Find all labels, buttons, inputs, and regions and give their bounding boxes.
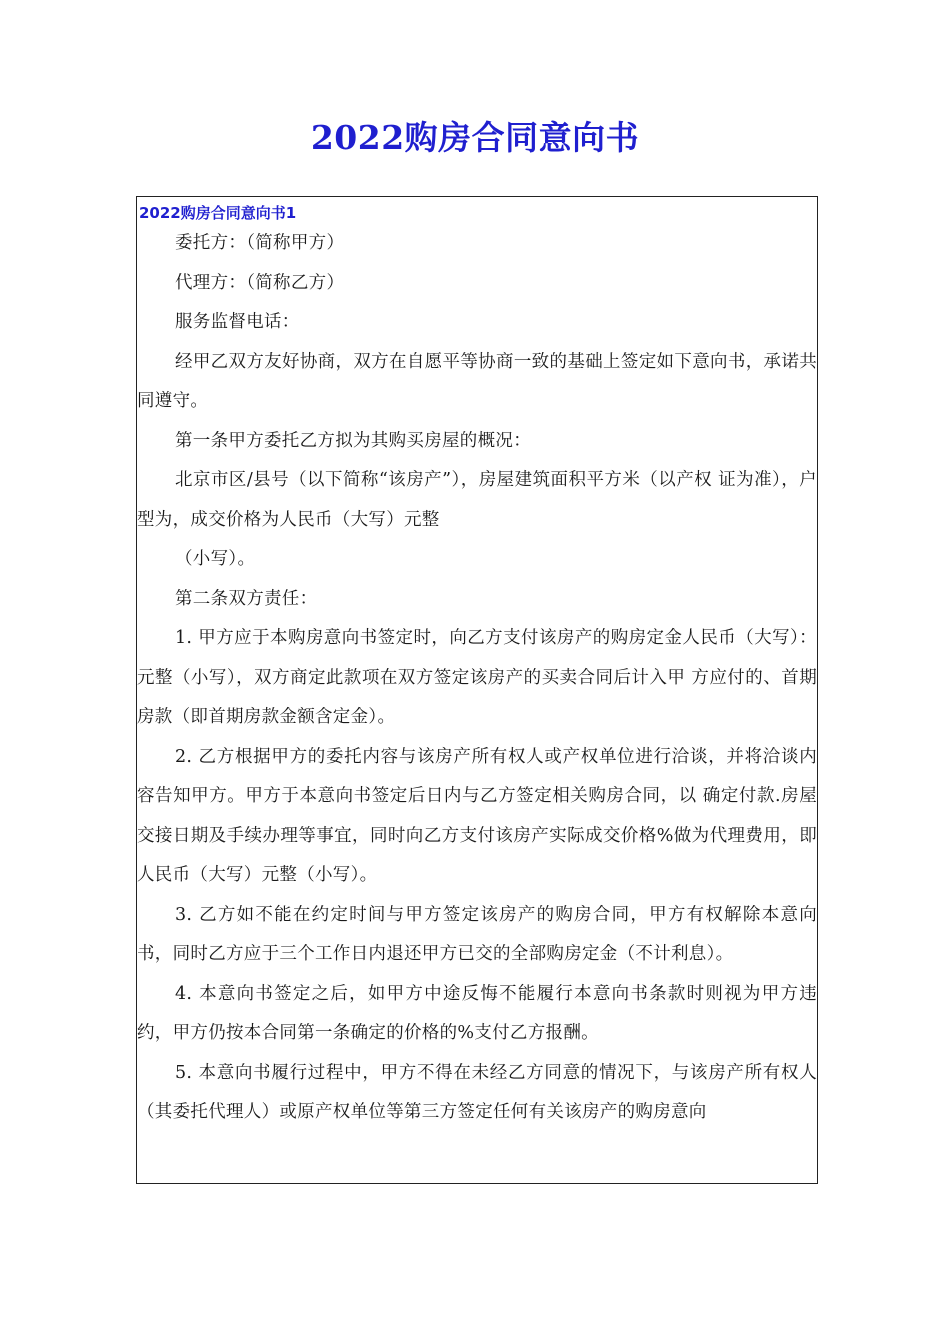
paragraph-article-1-heading: 第一条甲方委托乙方拟为其购买房屋的概况： [175, 430, 531, 451]
paragraph-preamble: 经甲乙双方友好协商，双方在自愿平等协商一致的基础上签定如下意向书，承诺共同遵守。 [137, 351, 817, 411]
paragraph-clause-4: 4. 本意向书签定之后，如甲方中途反悔不能履行本意向书条款时则视为甲方违约，甲方仍按本合同第一条确定的价格的%支付乙方报酬。 [137, 983, 817, 1043]
paragraph-clause-5: 5. 本意向书履行过程中，甲方不得在未经乙方同意的情况下，与该房产所有权人（其委托代理人）或原产权单位等第三方签定任何有关该房产的购房意向 [137, 1062, 817, 1122]
paragraph-clause-3: 3. 乙方如不能在约定时间与甲方签定该房产的购房合同，甲方有权解除本意向书，同时乙方应于三个工作日内退还甲方已交的全部购房定金（不计利息）。 [137, 904, 817, 964]
paragraph-client: 委托方：（简称甲方） [175, 233, 345, 253]
document-title: 2022购房合同意向书 [310, 118, 640, 157]
section-heading: 2022购房合同意向书1 [139, 204, 297, 222]
paragraph-hotline: 服务监督电话： [175, 312, 300, 332]
paragraph-clause-1: 1. 甲方应于本购房意向书签定时，向乙方支付该房产的购房定金人民币（大写）：元整（小写），双方商定此款项在双方签定该房产的买卖合同后计入甲 方应付的、首期房款（即首期房款金额含定金）。 [137, 628, 817, 727]
document-body [137, 224, 817, 1133]
paragraph-article-2-heading: 第二条双方责任： [175, 588, 318, 609]
paragraph-property-details: 北京市区/县号（以下简称“该房产”），房屋建筑面积平方米（以产权 证为准），户型为，成交价格为人民币（大写）元整 [137, 470, 817, 530]
content-frame [136, 196, 818, 1184]
paragraph-lowercase-amount: （小写）。 [175, 549, 256, 569]
paragraph-agent: 代理方：（简称乙方） [175, 272, 345, 293]
paragraph-clause-2: 2. 乙方根据甲方的委托内容与该房产所有权人或产权单位进行洽谈，并将洽谈内容告知甲方。甲方于本意向书签定后日内与乙方签定相关购房合同，以 确定付款.房屋交接日期及手续办理等事宜，同时向乙方支付该房产实际成交价格%做为代理费用，即人民币（大写）元整（小写）。 [137, 746, 817, 885]
